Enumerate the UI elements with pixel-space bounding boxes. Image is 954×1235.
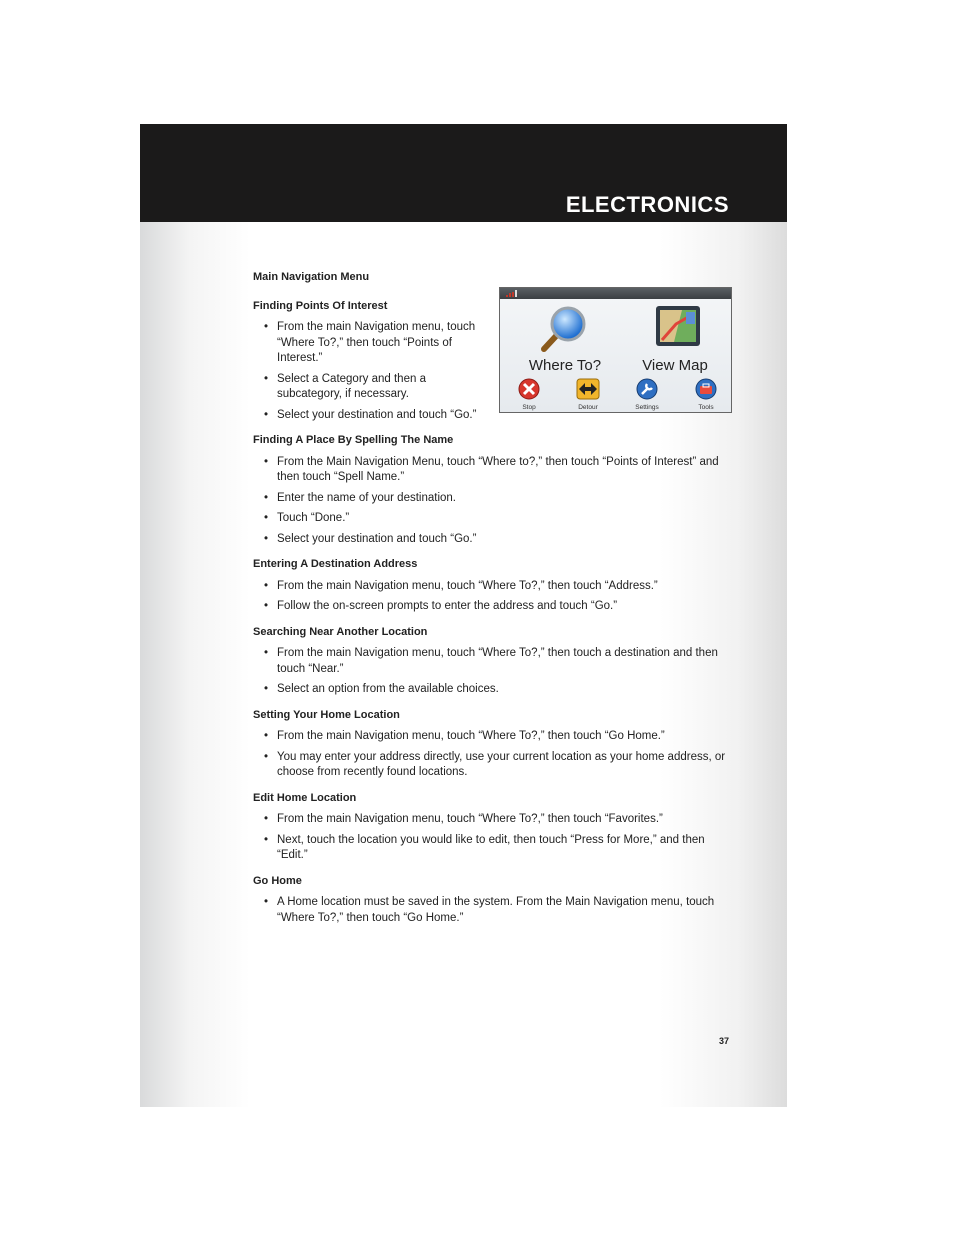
where-to-label: Where To? bbox=[528, 357, 602, 374]
list-item: • From the main Navigation menu, touch “Where To?,” then touch “Favorites.” bbox=[253, 812, 728, 828]
list-item: • Select a Category and then a subcategory, if necessary. bbox=[253, 372, 493, 403]
address-heading: Entering A Destination Address bbox=[253, 558, 418, 570]
go-home-list bbox=[253, 895, 728, 926]
list-item: • From the main Navigation menu, touch “Where To?,” then touch “Address.” bbox=[253, 579, 728, 595]
list-item: • Select an option from the available choices. bbox=[253, 682, 728, 698]
spell-list bbox=[253, 455, 728, 548]
list-item: • Follow the on-screen prompts to enter the address and touch “Go.” bbox=[253, 599, 728, 615]
list-item: • Select your destination and touch “Go.” bbox=[253, 532, 728, 548]
near-list bbox=[253, 646, 728, 698]
page-number: 37 bbox=[718, 1036, 729, 1046]
list-item: • Touch “Done.” bbox=[253, 511, 728, 527]
page-header bbox=[140, 124, 787, 222]
stop-button[interactable]: Stop bbox=[504, 376, 554, 412]
list-item: • Enter the name of your destination. bbox=[253, 491, 728, 507]
page-content bbox=[253, 270, 728, 936]
home-list bbox=[253, 729, 728, 781]
view-map-label: View Map bbox=[642, 357, 708, 374]
list-item: • From the main Navigation menu, touch “Where To?,” then touch “Go Home.” bbox=[253, 729, 728, 745]
spell-heading: Finding A Place By Spelling The Name bbox=[253, 434, 454, 446]
edit-home-list bbox=[253, 812, 728, 864]
list-item: • From the Main Navigation Menu, touch “Where to?,” then touch “Points of Interest” and then touch “Spell Name.” bbox=[253, 455, 728, 486]
tools-button[interactable]: Tools bbox=[681, 376, 731, 412]
edit-home-heading: Edit Home Location bbox=[253, 791, 357, 804]
go-home-heading: Go Home bbox=[253, 874, 302, 887]
manual-page bbox=[140, 124, 787, 1107]
settings-button[interactable]: Settings bbox=[622, 376, 672, 412]
poi-list bbox=[253, 320, 493, 423]
section-header-title: ELECTRONICS bbox=[565, 192, 729, 217]
main-nav-heading: Main Navigation Menu bbox=[253, 271, 370, 283]
detour-button[interactable]: Detour bbox=[563, 376, 613, 412]
near-heading: Searching Near Another Location bbox=[253, 625, 428, 638]
list-item: • Next, touch the location you would like to edit, then touch “Press for More,” and then “Edit.” bbox=[253, 833, 728, 864]
home-heading: Setting Your Home Location bbox=[253, 708, 400, 721]
list-item: • From the main Navigation menu, touch “Where To?,” then touch a destination and then touch “Near.” bbox=[253, 646, 728, 677]
address-list bbox=[253, 579, 728, 615]
list-item: • You may enter your address directly, use your current location as your home address, or choose from recently found locations. bbox=[253, 750, 728, 781]
list-item: • Select your destination and touch “Go.” bbox=[253, 408, 493, 424]
poi-heading: Finding Points Of Interest bbox=[253, 299, 388, 312]
list-item: • From the main Navigation menu, touch “Where To?,” then touch “Points of Interest.” bbox=[253, 320, 493, 367]
list-item: • A Home location must be saved in the system. From the Main Navigation menu, touch “Where To?,” then touch “Go Home.” bbox=[253, 895, 728, 926]
